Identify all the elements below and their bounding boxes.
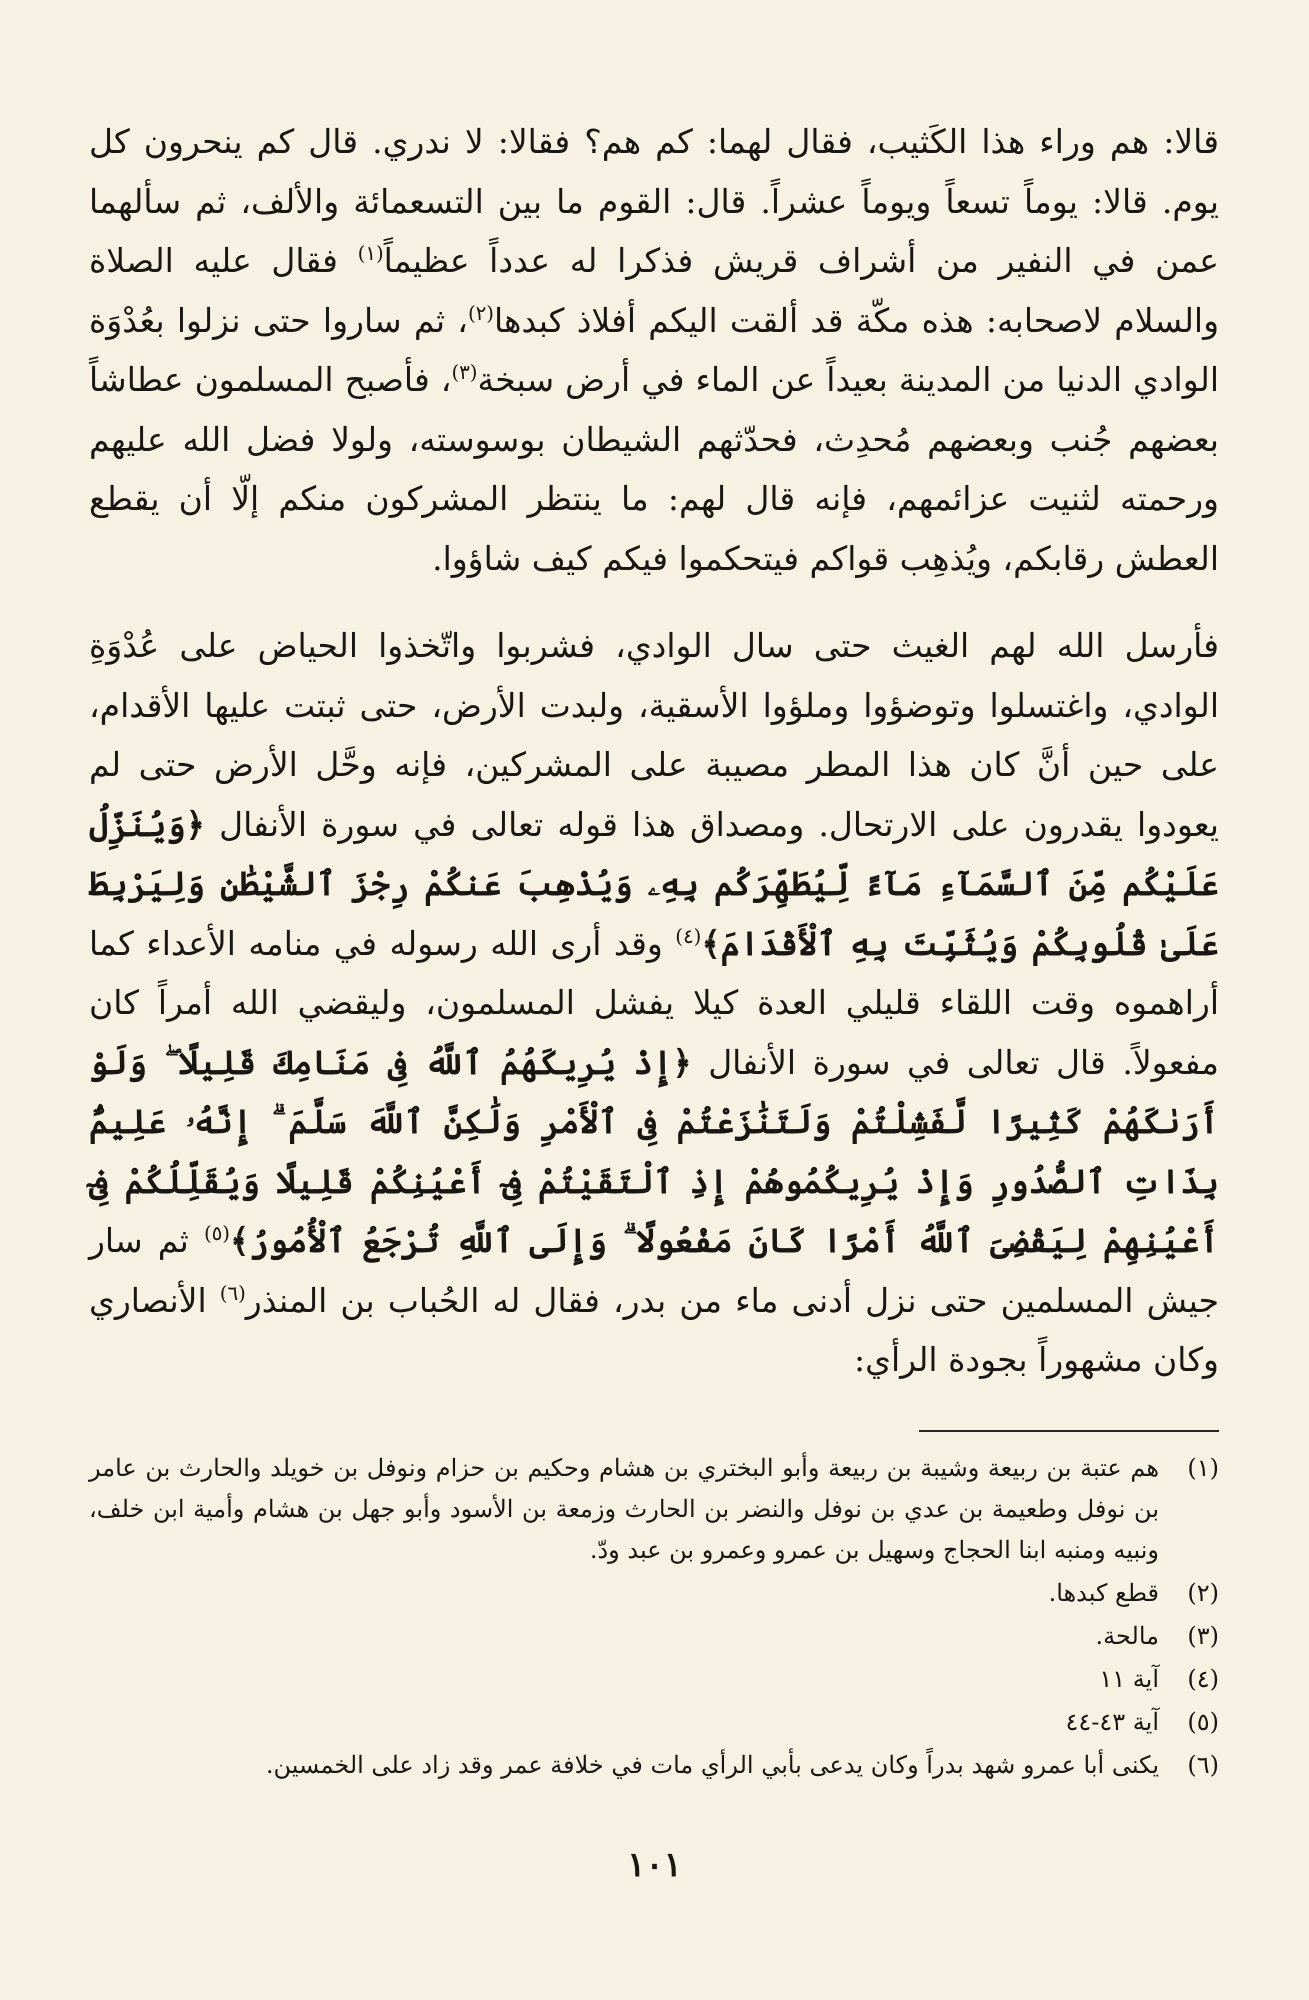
- footnote-3: [89, 1616, 1219, 1657]
- quran-verse-1: ﴿وَيُنَزِّلُ عَلَيْكُم مِّنَ ٱلسَّمَآءِ مَآءً لِّيُطَهِّرَكُم بِهِۦ وَيُذْهِبَ عَنكُمْ رِجْزَ ٱلشَّيْطَٰنِ وَلِيَرْبِطَ عَلَىٰ قُلُوبِكُمْ وَيُثَبِّتَ بِهِ ٱلْأَقْدَامَ﴾: [89, 804, 1219, 963]
- footnote-text: هم عتبة بن ربيعة وشيبة بن ربيعة وأبو البختري بن هشام وحكيم بن حزام ونوفل بن خويلد والحارث بن عامر بن نوفل وطعيمة بن عدي بن نوفل والنضر بن الحارث وزمعة بن الأسود وأبو جهل بن هشام وأمية ابن خلف، ونبيه ومنبه ابنا الحجاج وسهيل بن عمرو وعمرو بن عبد ودّ.: [89, 1454, 1159, 1564]
- footnote-text: آية ٤٣-٤٤: [1065, 1708, 1159, 1736]
- footnote-number: (١): [1187, 1454, 1219, 1482]
- footnote-ref-3[interactable]: (٣): [451, 361, 478, 384]
- paragraph-2: [89, 616, 1219, 1390]
- text-segment: وقد أرى الله رسوله في منامه الأعداء كما أراهموه وقت اللقاء قليلي العدة كيلا يفشل المسلمون، وليقضي الله أمراً كان مفعولاً. قال تعالى في سورة الأنفال: [89, 923, 1219, 1082]
- text-segment: فقال عليه الصلاة والسلام لاصحابه: هذه مكّة قد ألقت اليكم أفلاذ كبدها: [89, 241, 1220, 340]
- footnote-number: (٣): [1187, 1622, 1219, 1650]
- footnote-number: (٦): [1187, 1751, 1219, 1779]
- footnote-4: [89, 1659, 1219, 1700]
- footnote-ref-6[interactable]: (٦): [219, 1281, 246, 1305]
- footnote-ref-2[interactable]: (٢): [467, 301, 494, 325]
- footnote-ref-5[interactable]: (٥): [203, 1222, 231, 1245]
- footnote-ref-4[interactable]: (٤): [675, 924, 702, 948]
- page-number: ١٠١: [627, 1845, 682, 1885]
- footnote-number: (٤): [1187, 1665, 1219, 1693]
- footnote-5: [89, 1702, 1219, 1743]
- footnote-separator: [919, 1430, 1219, 1432]
- text-segment: ، فأصبح المسلمون عطاشاً بعضهم جُنب وبعضهم مُحدِث، فحدّثهم الشيطان بوسوسته، ولولا فضل الله عليهم ورحمته لثنيت عزائمهم، فإنه قال لهم: ما ينتظر المشركون منكم إلّا أن يقطع العطش رقابكم، ويُذهِب قواكم فيتحكموا فيكم كيف شاؤوا.: [89, 360, 1219, 578]
- footnote-6: [89, 1745, 1219, 1786]
- paragraph-1: [89, 112, 1219, 588]
- footnote-ref-1[interactable]: (١): [357, 242, 384, 265]
- main-text: [89, 112, 1219, 1390]
- footnote-1: [89, 1448, 1219, 1571]
- footnote-text: يكنى أبا عمرو شهد بدراً وكان يدعى بأبي الرأي مات في خلافة عمر وقد زاد على الخمسين.: [265, 1751, 1159, 1779]
- quran-verse-2: ﴿إِذْ يُرِيكَهُمُ ٱللَّهُ فِى مَنَامِكَ قَلِيلًا ۖ وَلَوْ أَرَىٰكَهُمْ كَثِيرًا لَّفَشِلْتُمْ وَلَتَنَٰزَعْتُمْ فِى ٱلْأَمْرِ وَلَٰكِنَّ ٱللَّهَ سَلَّمَ ۗ إِنَّهُۥ عَلِيمٌۢ بِذَاتِ ٱلصُّدُورِ وَإِذْ يُرِيكُمُوهُمْ إِذِ ٱلْتَقَيْتُمْ فِىٓ أَعْيُنِكُمْ قَلِيلًا وَيُقَلِّلُكُمْ فِىٓ أَعْيُنِهِمْ لِيَقْضِىَ ٱللَّهُ أَمْرًا كَانَ مَفْعُولًا ۗ وَإِلَى ٱللَّهِ تُرْجَعُ ٱلْأُمُورُ﴾: [89, 1042, 1219, 1260]
- footnote-number: (٥): [1187, 1708, 1219, 1736]
- footnote-text: قطع كبدها.: [1048, 1579, 1159, 1607]
- footnote-number: (٢): [1187, 1579, 1219, 1607]
- text-segment: ثم سار جيش المسلمين حتى نزل أدنى ماء من بدر، فقال له الحُباب بن المنذر: [89, 1221, 1219, 1320]
- text-segment: فأرسل الله لهم الغيث حتى سال الوادي، فشربوا واتّخذوا الحياض على عُدْوَةِ الوادي، واغتسلوا وتوضؤوا وملؤوا الأسقية، ولبدت الأرض، حتى ثبتت عليها الأقدام، على حين أنَّ كان هذا المطر مصيبة على المشركين، فإنه وحَّل الأرض حتى لم يعودوا يقدرون على الارتحال. ومصداق هذا قوله تعالى في سورة الأنفال: [89, 626, 1219, 844]
- text-segment: الأنصاري وكان مشهوراً بجودة الرأي:: [89, 1280, 1219, 1379]
- text-segment: قالا: هم وراء هذا الكَثيب، فقال لهما: كم هم؟ فقالا: لا ندري. قال كم ينحرون كل يوم. قالا: يوماً تسعاً ويوماً عشراً. قال: القوم ما بين التسعمائة والألف، ثم سألهما عمن في النفير من أشراف قريش فذكرا له عدداً عظيماً: [89, 122, 1219, 280]
- footnote-text: مالحة.: [1095, 1622, 1159, 1650]
- footnote-2: [89, 1573, 1219, 1614]
- footnotes: [89, 1448, 1219, 1788]
- footnote-text: آية ١١: [1099, 1665, 1159, 1693]
- text-segment: ، ثم ساروا حتى نزلوا بعُدْوَة الوادي الدنيا من المدينة بعيداً عن الماء في أرض سبخة: [89, 300, 1219, 399]
